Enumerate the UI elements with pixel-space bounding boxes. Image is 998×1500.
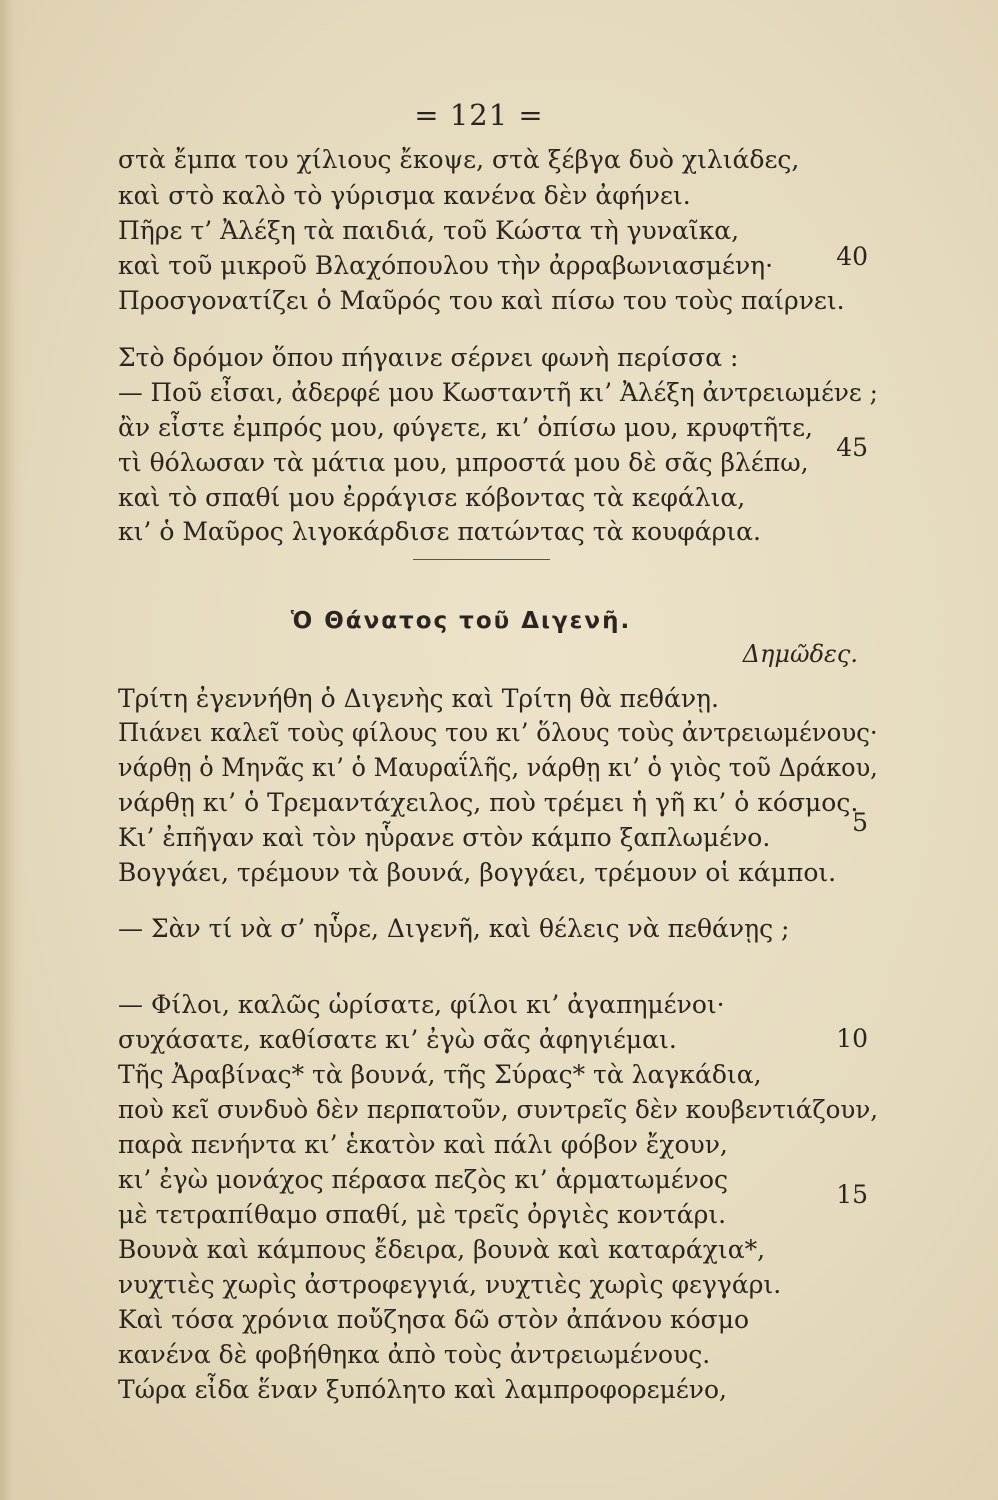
poem-title: Ὁ Θάνατος τοῦ Διγενῆ. [290,608,632,634]
verse-line: νυχτιὲς χωρὶς ἀστροφεγγιά, νυχτιὲς χωρὶς φεγγάρι. [118,1270,782,1299]
poem-subtitle: Δημῶδες. [742,640,858,668]
verse-line: κανένα δὲ φοβήθηκα ἀπὸ τοὺς ἀντρειωμένους. [118,1340,711,1369]
line-number: 5 [852,808,868,837]
verse-line: Πιάνει καλεῖ τοὺς φίλους του κι’ ὅλους τοὺς ἀντρειωμένους· [118,718,878,747]
page-fold-shadow [0,0,22,1500]
verse-line: καὶ στὸ καλὸ τὸ γύρισμα κανένα δὲν ἀφήνει. [118,181,691,210]
verse-line: Τώρα εἶδα ἕναν ξυπόλητο καὶ λαμπροφορεμένο, [118,1375,727,1404]
verse-line: κι’ ἐγὼ μονάχος πέρασα πεζὸς κι’ ἁρματωμένος [118,1165,729,1194]
verse-line: Βογγάει, τρέμουν τὰ βουνά, βογγάει, τρέμουν οἱ κάμποι. [118,858,837,887]
verse-line: καὶ τοῦ μικροῦ Βλαχόπουλου τὴν ἀρραβωνιασμένη· [118,251,774,280]
verse-line: συχάσατε, καθίσατε κι’ ἐγὼ σᾶς ἀφηγιέμαι. [118,1025,677,1054]
verse-line: Προσγονατίζει ὁ Μαῦρός του καὶ πίσω του τοὺς παίρνει. [118,286,845,315]
verse-line: — Σὰν τί νὰ σ’ ηὗρε, Διγενῆ, καὶ θέλεις νὰ πεθάνῃς ; [118,914,790,943]
line-number: 45 [836,433,868,462]
page-number: = 121 = [414,98,544,132]
verse-line: ποὺ κεῖ συνδυὸ δὲν περπατοῦν, συντρεῖς δὲν κουβεντιάζουν, [118,1095,879,1124]
verse-line: ἂν εἶστε ἐμπρός μου, φύγετε, κι’ ὀπίσω μου, κρυφτῆτε, [118,413,813,442]
verse-line: — Ποῦ εἶσαι, ἀδερφέ μου Κωσταντῆ κι’ Ἀλέξη ἀντρειωμένε ; [118,378,878,407]
verse-line: νάρθῃ κι’ ὁ Τρεμαντάχειλος, ποὺ τρέμει ἡ γῆ κι’ ὁ κόσμος. [118,788,859,817]
verse-line: Βουνὰ καὶ κάμπους ἔδειρα, βουνὰ καὶ καταράχια*, [118,1235,766,1264]
verse-line: Τρίτη ἐγεννήθη ὁ Διγενὴς καὶ Τρίτη θὰ πεθάνῃ. [118,684,719,713]
line-number: 10 [836,1024,868,1053]
verse-line: Τῆς Ἀραβίνας* τὰ βουνά, τῆς Σύρας* τὰ λαγκάδια, [118,1060,762,1089]
verse-line: Στὸ δρόμον ὅπου πήγαινε σέρνει φωνὴ περίσσα : [118,343,739,372]
verse-line: Καὶ τόσα χρόνια ποὔζησα δῶ στὸν ἀπάνου κόσμο [118,1305,750,1334]
verse-line: μὲ τετραπίθαμο σπαθί, μὲ τρεῖς ὀργιὲς κοντάρι. [118,1200,727,1229]
verse-line: Κι’ ἐπῆγαν καὶ τὸν ηὗρανε στὸν κάμπο ξαπλωμένο. [118,823,771,852]
verse-line: στὰ ἔμπα του χίλιους ἔκοψε, στὰ ξέβγα δυὸ χιλιάδες, [118,145,800,174]
verse-line: παρὰ πενήντα κι’ ἑκατὸν καὶ πάλι φόβον ἔχουν, [118,1130,728,1159]
verse-line: κι’ ὁ Μαῦρος λιγοκάρδισε πατώντας τὰ κουφάρια. [118,517,761,546]
verse-line: νάρθῃ ὁ Μηνᾶς κι’ ὁ Μαυραΐλῆς, νάρθῃ κι’ ὁ γιὸς τοῦ Δράκου, [118,753,878,782]
line-number: 15 [836,1180,868,1209]
verse-line: καὶ τὸ σπαθί μου ἐρράγισε κόβοντας τὰ κεφάλια, [118,483,746,512]
verse-line: Πῆρε τ’ Ἀλέξη τὰ παιδιά, τοῦ Κώστα τὴ γυναῖκα, [118,216,740,245]
line-number: 40 [836,242,868,271]
section-divider [413,559,550,560]
verse-line: τὶ θόλωσαν τὰ μάτια μου, μπροστά μου δὲ σᾶς βλέπω, [118,448,809,477]
verse-line: — Φίλοι, καλῶς ὡρίσατε, φίλοι κι’ ἀγαπημένοι· [118,990,725,1019]
